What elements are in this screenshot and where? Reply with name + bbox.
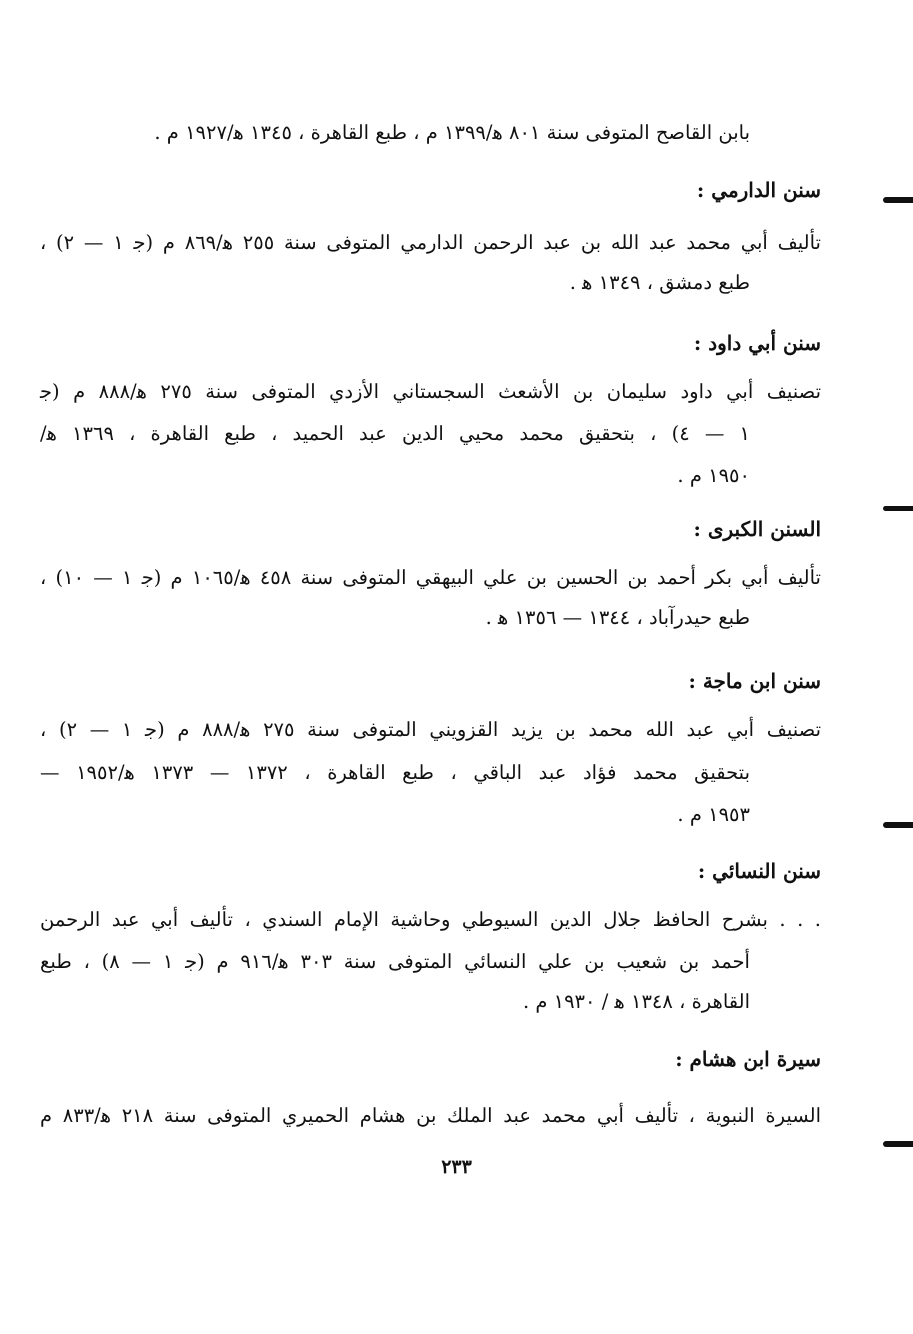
entry-line: ١٩٥٠ م . xyxy=(677,464,750,487)
entry-line: بتحقيق محمد فؤاد عبد الباقي ، طبع القاهرة ، ١٣٧٢ — ١٣٧٣ ﻫ/١٩٥٢ — xyxy=(40,761,750,784)
entry-heading-abu-dawud: سنن أبي داود : xyxy=(693,331,821,355)
intro-line: بابن القاصح المتوفى سنة ٨٠١ ﻫ/١٣٩٩ م ، طبع القاهرة ، ١٣٤٥ ﻫ/١٩٢٧ م . xyxy=(154,121,750,144)
entry-line: تأليف أبي محمد عبد الله بن عبد الرحمن الدارمي المتوفى سنة ٢٥٥ ﻫ/٨٦٩ م (ﺟ ١ — ٢) ، xyxy=(40,231,821,254)
entry-heading-ibn-hisham: سيرة ابن هشام : xyxy=(675,1047,821,1071)
entry-line: تصنيف أبي داود سليمان بن الأشعث السجستاني الأزدي المتوفى سنة ٢٧٥ ﻫ/٨٨٨ م (ﺟ xyxy=(40,380,821,403)
edge-mark xyxy=(883,506,913,511)
entry-heading-ibn-majah: سنن ابن ماجة : xyxy=(688,669,821,693)
entry-line: أحمد بن شعيب بن علي النسائي المتوفى سنة ٣٠٣ ﻫ/٩١٦ م (ﺟ ١ — ٨) ، طبع xyxy=(40,950,750,973)
entry-line: طبع حيدرآباد ، ١٣٤٤ — ١٣٥٦ ﻫ . xyxy=(485,606,750,629)
entry-line: ١٩٥٣ م . xyxy=(677,803,750,826)
entry-line: تصنيف أبي عبد الله محمد بن يزيد القزويني المتوفى سنة ٢٧٥ ﻫ/٨٨٨ م (ﺟ ١ — ٢) ، xyxy=(40,718,821,741)
entry-line: ١ — ٤) ، بتحقيق محمد محيي الدين عبد الحميد ، طبع القاهرة ، ١٣٦٩ ﻫ/ xyxy=(40,422,750,445)
entry-line: تأليف أبي بكر أحمد بن الحسين بن علي البيهقي المتوفى سنة ٤٥٨ ﻫ/١٠٦٥ م (ﺟ ١ — ١٠) ، xyxy=(40,566,821,589)
entry-heading-darimi: سنن الدارمي : xyxy=(696,178,821,202)
edge-mark xyxy=(883,822,913,828)
page-number: ٢٣٣ xyxy=(441,1156,472,1178)
entry-line: طبع دمشق ، ١٣٤٩ ﻫ . xyxy=(569,271,750,294)
entry-line: القاهرة ، ١٣٤٨ ﻫ / ١٩٣٠ م . xyxy=(522,990,750,1013)
edge-mark xyxy=(883,1141,913,1147)
entry-heading-sunan-kubra: السنن الكبرى : xyxy=(693,517,821,541)
entry-line: السيرة النبوية ، تأليف أبي محمد عبد الملك بن هشام الحميري المتوفى سنة ٢١٨ ﻫ/٨٣٣ م xyxy=(40,1104,821,1127)
entry-heading-nasai: سنن النسائي : xyxy=(697,859,821,883)
edge-mark xyxy=(883,197,913,203)
entry-line: . . . بشرح الحافظ جلال الدين السيوطي وحاشية الإمام السندي ، تأليف أبي عبد الرحمن xyxy=(40,908,821,931)
